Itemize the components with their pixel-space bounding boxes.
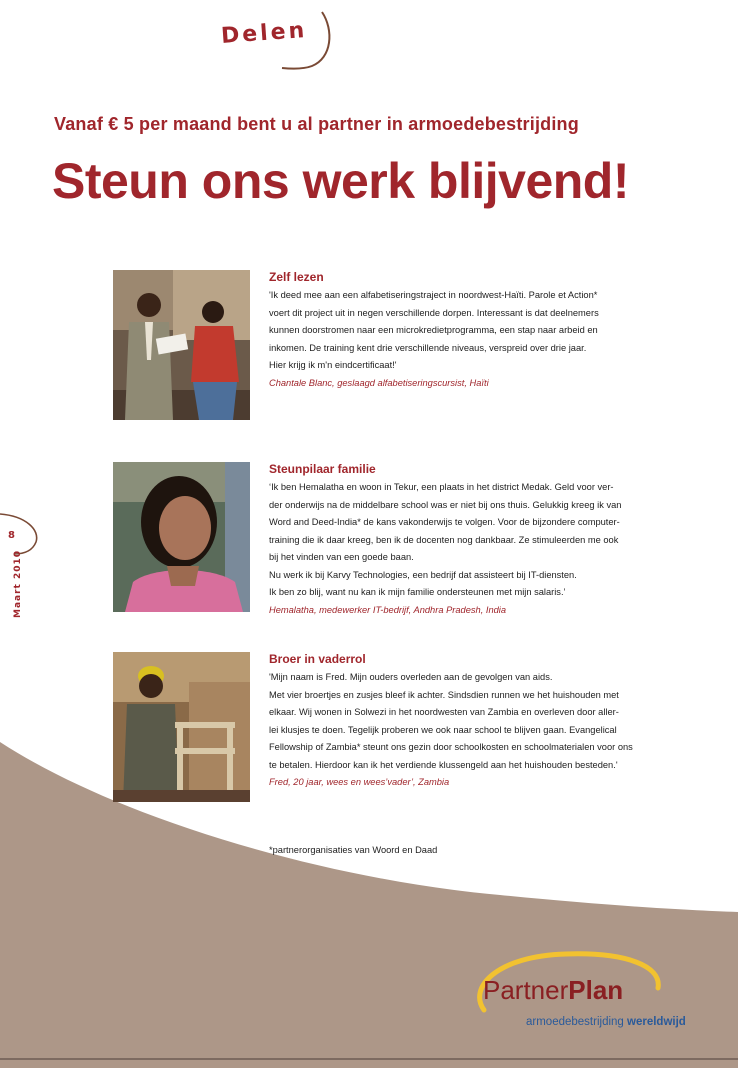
story-text-line: bij het vinden van een goede baan. <box>269 552 414 562</box>
story-heading: Steunpilaar familie <box>269 462 376 476</box>
story-text-line: der onderwijs na de middelbare school was er niet bij ons thuis. Gelukkig kreeg ik van <box>269 499 622 510</box>
footnote: *partnerorganisaties van Woord en Daad <box>269 845 438 855</box>
bottom-rule <box>0 1058 738 1060</box>
logo-tagline-part1: armoedebestrijding <box>526 1016 628 1028</box>
story-heading: Broer in vaderrol <box>269 652 366 666</box>
page-title: Steun ons werk blijvend! <box>52 153 629 209</box>
story-text-line: voert dit project uit in negen verschillende dorpen. Interessant is dat deelnemers <box>269 307 599 318</box>
story-text-line: ‘Ik ben Hemalatha en woon in Tekur, een plaats in het district Medak. Geld voor ver- <box>269 482 614 492</box>
story-text-line: Met vier broertjes en zusjes bleef ik achter. Sindsdien runnen we het huishouden met <box>269 689 619 700</box>
story-text-line: Word and Deed-India* de kans vakonderwijs te volgen. Voor de bijzondere computer- <box>269 517 620 527</box>
logo-tagline <box>526 1016 686 1028</box>
story-text-line: elkaar. Wij wonen in Solwezi in het noordwesten van Zambia en overleven door aller- <box>269 707 619 717</box>
story-photo-certificate-ceremony <box>113 270 250 420</box>
story-text-line: kunnen doorstromen naar een microkredietprogramma, een stap naar arbeid en <box>269 325 598 335</box>
logo-word-plan: Plan <box>568 975 624 1005</box>
story-text-line: Hier krijg ik m'n eindcertificaat!' <box>269 360 397 370</box>
story-text-line: te betalen. Hierdoor kan ik het verdiende klussengeld aan het huishouden besteden.' <box>269 759 618 770</box>
story-text-line: Fellowship of Zambia* steunt ons gezin door schoolkosten en schoolmaterialen voor ons <box>269 742 633 752</box>
section-tag: Delen <box>220 18 309 49</box>
story-photo-young-man-woodworking <box>113 652 250 802</box>
story-photo-young-woman-portrait <box>113 462 250 612</box>
story-text-line: 'Mijn naam is Fred. Mijn ouders overleden aan de gevolgen van aids. <box>269 672 553 682</box>
story-text-line: training die ik daar kreeg, ben ik de docenten nog dankbaar. Ze stimuleerden me ook <box>269 534 619 545</box>
story-attribution: Fred, 20 jaar, wees en wees’vader’, Zambia <box>269 777 450 787</box>
logo-word-partner: Partner <box>483 975 569 1005</box>
story-attribution: Hemalatha, medewerker IT-bedrijf, Andhra Pradesh, India <box>269 604 507 615</box>
subtitle: Vanaf € 5 per maand bent u al partner in armoedebestrijding <box>54 114 579 134</box>
story-heading: Zelf lezen <box>269 270 324 284</box>
logo-wordmark <box>483 975 623 1006</box>
story-text-line: lei klusjes te doen. Tegelijk proberen we ook naar school te blijven gaan. Evangelical <box>269 724 617 735</box>
story-text-line: Nu werk ik bij Karvy Technologies, een bedrijf dat assisteert bij IT-diensten. <box>269 569 577 580</box>
story-text-line: 'Ik deed mee aan een alfabetiseringstraject in noordwest-Haïti. Parole et Action* <box>269 290 598 300</box>
logo-tagline-part2: wereldwijd <box>627 1016 686 1028</box>
issue-date: Maart 2010 <box>13 549 23 618</box>
story-text-line: Ik ben zo blij, want nu kan ik mijn familie ondersteunen met mijn salaris.’ <box>269 587 566 597</box>
story-text-line: inkomen. De training kent drie verschillende niveaus, verspreid over drie jaar. <box>269 342 587 353</box>
story-attribution: Chantale Blanc, geslaagd alfabetiseringscursist, Haïti <box>269 377 489 388</box>
section-tag-curve-decoration <box>276 8 336 74</box>
page-number: 8 <box>8 530 15 541</box>
